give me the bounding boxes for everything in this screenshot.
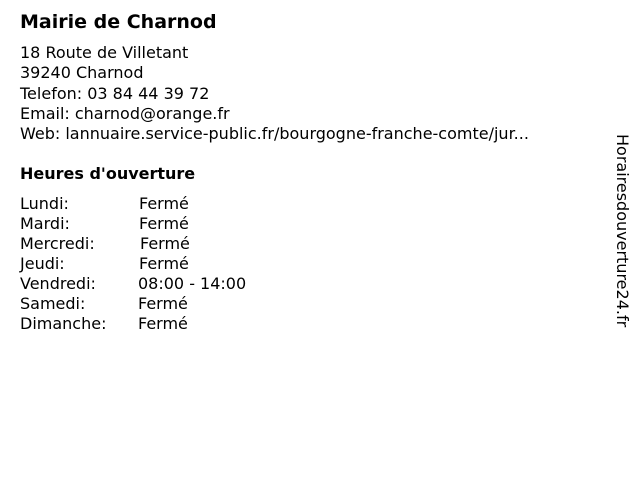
day-label: Samedi:: [20, 294, 86, 313]
hours-value: Fermé: [138, 314, 188, 333]
day-label: Mercredi:: [20, 234, 95, 253]
hours-value: 08:00 - 14:00: [138, 274, 247, 293]
address-street: 18 Route de Villetant: [20, 43, 189, 62]
day-label: Dimanche:: [20, 314, 107, 333]
email-address: Email: charnod@orange.fr: [20, 103, 230, 123]
hours-value: Fermé: [139, 214, 189, 233]
hours-value: Fermé: [140, 234, 190, 253]
day-label: Jeudi:: [20, 254, 65, 273]
website-link[interactable]: Web: lannuaire.service-public.fr/bourgogne-franche-comte/jur...: [20, 124, 529, 144]
day-label: Lundi:: [20, 194, 69, 213]
hours-value: Fermé: [139, 194, 189, 213]
day-label: Vendredi:: [20, 274, 96, 293]
day-label: Mardi:: [20, 214, 70, 233]
watermark-text: Horairesdouverture24.fr: [613, 134, 632, 328]
site-watermark: [612, 134, 632, 349]
hours-value: Fermé: [139, 254, 189, 273]
phone-number: Telefon: 03 84 44 39 72: [20, 83, 210, 103]
opening-hours-heading: Heures d'ouverture: [20, 164, 196, 183]
hours-value: Fermé: [138, 294, 188, 313]
address-city: 39240 Charnod: [20, 63, 144, 83]
contact-info: [20, 43, 529, 144]
page-title: Mairie de Charnod: [20, 11, 217, 33]
